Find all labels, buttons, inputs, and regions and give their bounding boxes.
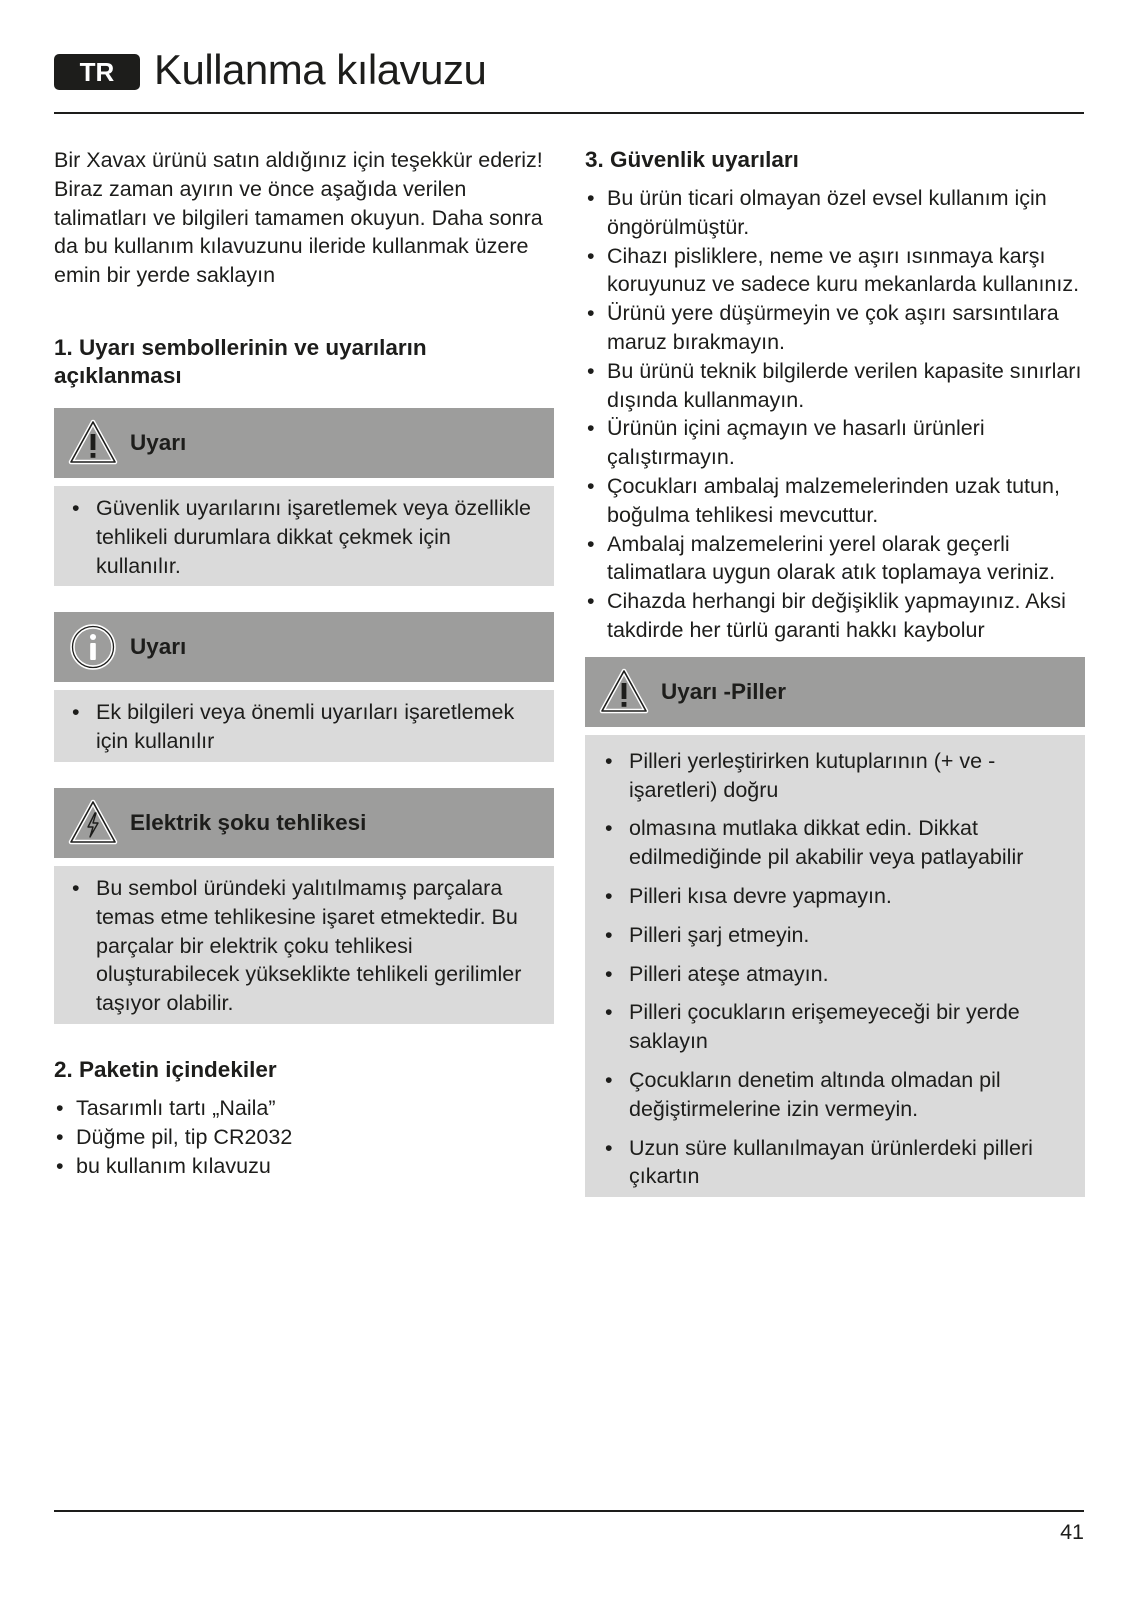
list-item: • Pilleri ateşe atmayın. bbox=[603, 960, 1069, 989]
list-item: • Ambalaj malzemelerini yerel olarak geçerli talimatlara uygun olarak atık toplamaya veriniz. bbox=[585, 530, 1085, 588]
page-number: 41 bbox=[1060, 1520, 1084, 1544]
list-item: • Uzun süre kullanılmayan ürünlerdeki pilleri çıkartın bbox=[603, 1134, 1069, 1192]
page-title: Kullanma kılavuzu bbox=[154, 46, 487, 93]
package-contents-list bbox=[54, 1094, 554, 1180]
info-box-body bbox=[54, 690, 554, 762]
list-item: • Bu ürün ticari olmayan özel evsel kullanım için öngörülmüştür. bbox=[585, 184, 1085, 242]
info-circle-icon bbox=[68, 622, 118, 672]
list-item: • Pilleri şarj etmeyin. bbox=[603, 921, 1069, 950]
electric-shock-box-label: Elektrik şoku tehlikesi bbox=[130, 809, 367, 835]
list-item: • Cihazı pisliklere, neme ve aşırı ısınmaya karşı koruyunuz ve sadece kuru mekanlarda kullanınız. bbox=[585, 242, 1085, 300]
electric-shock-triangle-icon bbox=[68, 798, 118, 848]
section-2-heading: 2. Paketin içindekiler bbox=[54, 1056, 277, 1082]
electric-shock-box bbox=[54, 788, 554, 1024]
section-1-heading: 1. Uyarı sembollerinin ve uyarıların açıklanması bbox=[54, 334, 427, 388]
battery-warning-box bbox=[585, 657, 1085, 1197]
info-box-header bbox=[54, 612, 554, 682]
right-column bbox=[585, 146, 1085, 1197]
electric-shock-box-header bbox=[54, 788, 554, 858]
warning-box-header bbox=[54, 408, 554, 478]
list-item: • olmasına mutlaka dikkat edin. Dikkat edilmediğinde pil akabilir veya patlayabilir bbox=[603, 814, 1069, 872]
battery-warning-box-body bbox=[585, 735, 1085, 1197]
list-item: • Bu sembol üründeki yalıtılmamış parçalara temas etme tehlikesine işaret etmektedir. Bu parçalar bir elektrik çoku tehlikesi oluşturabilecek yükseklikte tehlikeli gerilimler taşıyor olabilir. bbox=[70, 874, 538, 1018]
left-column bbox=[54, 146, 554, 1180]
warning-box bbox=[54, 408, 554, 586]
warning-triangle-icon bbox=[68, 418, 118, 468]
list-item: • Cihazda herhangi bir değişiklik yapmayınız. Aksi takdirde her türlü garanti hakkı kaybolur bbox=[585, 587, 1085, 645]
list-item: • Ürünü yere düşürmeyin ve çok aşırı sarsıntılara maruz bırakmayın. bbox=[585, 299, 1085, 357]
warning-box-label: Uyarı bbox=[130, 429, 187, 455]
list-item: • Düğme pil, tip CR2032 bbox=[54, 1123, 554, 1152]
list-item: • Çocukların denetim altında olmadan pil değiştirmelerine izin vermeyin. bbox=[603, 1066, 1069, 1124]
list-item: • Ek bilgileri veya önemli uyarıları işaretlemek için kullanılır bbox=[70, 698, 538, 756]
language-badge: TR bbox=[54, 54, 140, 90]
intro-paragraph: Bir Xavax ürünü satın aldığınız için teşekkür ederiz! Biraz zaman ayırın ve önce aşağıda verilen talimatları ve bilgileri tamamen okuyun. Daha sonra da bu kullanım kılavuzunu ileride kullanmak üzere emin bir yerde saklayın bbox=[54, 148, 543, 288]
warning-box-body bbox=[54, 486, 554, 586]
battery-warning-box-header bbox=[585, 657, 1085, 727]
warning-triangle-icon bbox=[599, 667, 649, 717]
list-item: • Pilleri kısa devre yapmayın. bbox=[603, 882, 1069, 911]
page-header bbox=[54, 46, 1084, 114]
info-box bbox=[54, 612, 554, 762]
list-item: • Güvenlik uyarılarını işaretlemek veya özellikle tehlikeli durumlara dikkat çekmek için kullanılır. bbox=[70, 494, 538, 580]
info-box-label: Uyarı bbox=[130, 634, 187, 660]
list-item: • bu kullanım kılavuzu bbox=[54, 1152, 554, 1181]
list-item: • Ürünün içini açmayın ve hasarlı ürünleri çalıştırmayın. bbox=[585, 414, 1085, 472]
list-item: • Tasarımlı tartı „Naila” bbox=[54, 1094, 554, 1123]
safety-list bbox=[585, 184, 1085, 645]
battery-warning-box-label: Uyarı -Piller bbox=[661, 678, 787, 704]
list-item: • Pilleri çocukların erişemeyeceği bir yerde saklayın bbox=[603, 998, 1069, 1056]
section-3-heading: 3. Güvenlik uyarıları bbox=[585, 147, 799, 172]
list-item: • Çocukları ambalaj malzemelerinden uzak tutun, boğulma tehlikesi mevcuttur. bbox=[585, 472, 1085, 530]
electric-shock-box-body bbox=[54, 866, 554, 1024]
footer-divider bbox=[54, 1510, 1084, 1512]
list-item: • Bu ürünü teknik bilgilerde verilen kapasite sınırları dışında kullanmayın. bbox=[585, 357, 1085, 415]
list-item: • Pilleri yerleştirirken kutuplarının (+ ve - işaretleri) doğru bbox=[603, 747, 1069, 805]
